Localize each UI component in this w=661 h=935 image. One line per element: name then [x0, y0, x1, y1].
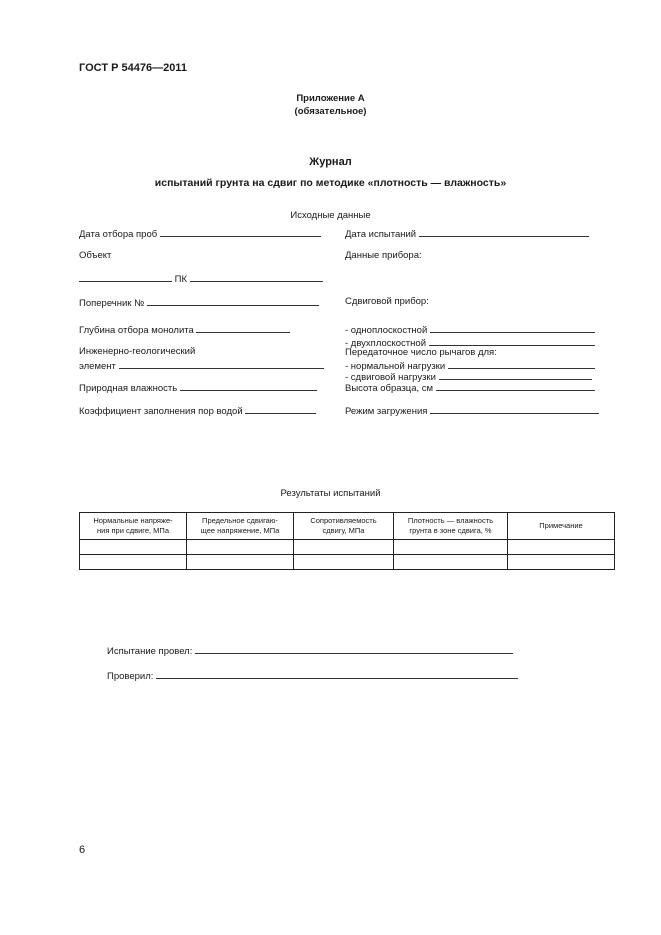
header-line: Сопротивляемость: [310, 516, 377, 525]
field-label: - одноплоскостной: [345, 325, 428, 336]
results-heading: Результаты испытаний: [280, 488, 381, 499]
table-row: [80, 540, 615, 555]
journal-subtitle: испытаний грунта на сдвиг по методике «плотность — влажность»: [154, 177, 507, 189]
signature-checked-by: [107, 669, 518, 682]
table-cell[interactable]: [80, 540, 187, 555]
table-cell[interactable]: [508, 540, 615, 555]
header-line: Нормальные напряже-: [93, 516, 173, 525]
field-device-data: [345, 250, 422, 261]
journal-title: Журнал: [309, 156, 352, 168]
column-header: [508, 513, 615, 540]
fill-line[interactable]: [196, 323, 290, 333]
results-table: [79, 512, 615, 570]
header-line: ния при сдвиге, МПа: [96, 526, 169, 535]
field-label: ПК: [174, 274, 188, 285]
fill-line[interactable]: [448, 359, 595, 369]
field-sample-date: [79, 227, 321, 240]
field-label: Коэффициент заполнения пор водой: [79, 406, 243, 417]
fill-line[interactable]: [439, 370, 592, 380]
fill-line[interactable]: [190, 272, 323, 282]
table-cell[interactable]: [187, 540, 294, 555]
fill-line[interactable]: [430, 323, 595, 333]
field-object: [79, 250, 111, 261]
document-code: ГОСТ Р 54476—2011: [79, 62, 187, 74]
table-cell[interactable]: [394, 540, 508, 555]
table-cell[interactable]: [508, 555, 615, 570]
fill-line[interactable]: [180, 381, 317, 391]
header-line: сдвигу, МПа: [322, 526, 365, 535]
field-element-line1: [79, 346, 195, 357]
field-shear-device: [345, 296, 429, 307]
header-line: Плотность — влажность: [407, 516, 494, 525]
fill-line[interactable]: [156, 669, 518, 679]
fill-line[interactable]: [119, 359, 324, 369]
fill-line[interactable]: [245, 404, 316, 414]
field-label: Объект: [79, 250, 112, 261]
column-header: [80, 513, 187, 540]
fill-line[interactable]: [160, 227, 321, 237]
field-single-plane: [345, 323, 595, 336]
field-mode: [345, 404, 599, 417]
field-label: Инженерно-геологический: [79, 346, 196, 357]
field-depth: [79, 323, 290, 336]
field-label: Испытание провел:: [107, 646, 193, 657]
field-label: Сдвиговой прибор:: [345, 296, 429, 307]
field-height: [345, 381, 595, 394]
header-line: грунта в зоне сдвига, %: [409, 526, 492, 535]
field-label: элемент: [79, 361, 116, 372]
fill-line[interactable]: [79, 272, 172, 282]
field-pk: [79, 272, 323, 285]
column-header: [187, 513, 294, 540]
fill-line[interactable]: [195, 644, 513, 654]
page-number: 6: [79, 844, 86, 856]
field-label: - двухплоскостной: [345, 338, 426, 349]
column-header: [294, 513, 394, 540]
header-line: Предельное сдвигаю-: [202, 516, 278, 525]
field-cross-section: [79, 296, 319, 309]
field-label: Передаточное число рычагов для:: [345, 347, 497, 358]
initial-data-heading: Исходные данные: [290, 210, 371, 221]
table-cell[interactable]: [394, 555, 508, 570]
fill-line[interactable]: [419, 227, 589, 237]
header-line: щее напряжение, МПа: [200, 526, 280, 535]
fill-line[interactable]: [147, 296, 319, 306]
field-label: Поперечник №: [79, 298, 145, 309]
field-label: - сдвиговой нагрузки: [345, 372, 436, 383]
column-header: [394, 513, 508, 540]
table-row: [80, 555, 615, 570]
table-cell[interactable]: [187, 555, 294, 570]
field-element: [79, 359, 324, 372]
field-label: Режим загружения: [345, 406, 428, 417]
appendix-status: (обязательное): [294, 106, 367, 117]
fill-line[interactable]: [436, 381, 595, 391]
field-test-date: [345, 227, 589, 240]
header-line: Примечание: [539, 521, 583, 530]
field-label: - нормальной нагрузки: [345, 361, 446, 372]
field-lever-ratio: [345, 347, 497, 358]
signature-tested-by: [107, 644, 513, 657]
table-cell[interactable]: [294, 555, 394, 570]
field-label: Высота образца, см: [345, 383, 434, 394]
table-cell[interactable]: [294, 540, 394, 555]
field-moisture: [79, 381, 317, 394]
fill-line[interactable]: [429, 336, 595, 346]
field-label: Данные прибора:: [345, 250, 422, 261]
field-label: Природная влажность: [79, 383, 178, 394]
fill-line[interactable]: [430, 404, 599, 414]
field-label: Глубина отбора монолита: [79, 325, 194, 336]
field-label: Дата испытаний: [345, 229, 417, 240]
field-label: Дата отбора проб: [79, 229, 158, 240]
table-header-row: [80, 513, 615, 540]
field-label: Проверил:: [107, 671, 154, 682]
field-saturation: [79, 404, 316, 417]
appendix-title: Приложение А: [296, 93, 365, 104]
table-cell[interactable]: [80, 555, 187, 570]
